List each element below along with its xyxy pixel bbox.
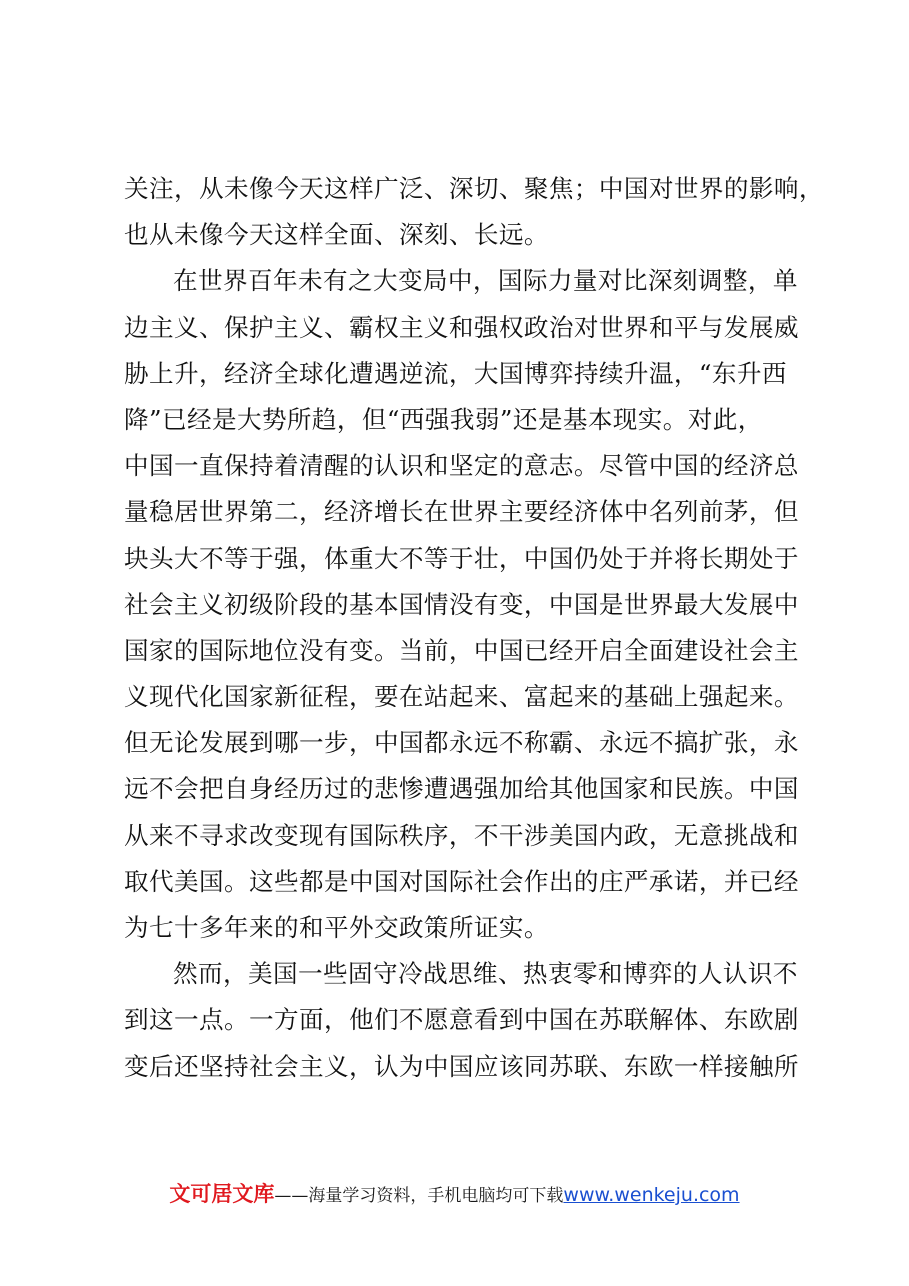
text-line: 胁上升，经济全球化遭遇逆流，大国博弈持续升温，“东升西 bbox=[124, 358, 787, 388]
text-line: 为七十多年来的和平外交政策所证实。 bbox=[124, 913, 549, 942]
text-line: 义现代化国家新征程，要在站起来、富起来的基础上强起来。 bbox=[124, 682, 799, 712]
text-line: 变后还坚持社会主义，认为中国应该同苏联、东欧一样接触所 bbox=[124, 1051, 799, 1081]
page-footer bbox=[0, 1178, 909, 1208]
text-line: 关注，从未像今天这样广泛、深切、聚焦；中国对世界的影响， bbox=[124, 174, 824, 203]
footer-brand: 文可居文库 bbox=[169, 1182, 275, 1206]
paragraph-2 bbox=[124, 258, 804, 951]
text-line: 量稳居世界第二，经济增长在世界主要经济体中名列前茅，但 bbox=[124, 497, 799, 527]
text-line: 在世界百年未有之大变局中，国际力量对比深刻调整，单 bbox=[173, 266, 798, 296]
text-line: 远不会把自身经历过的悲惨遭遇强加给其他国家和民族。中国 bbox=[124, 774, 799, 804]
paragraph-1 bbox=[124, 166, 824, 258]
text-line: 到这一点。一方面，他们不愿意看到中国在苏联解体、东欧剧 bbox=[124, 1005, 799, 1035]
document-body bbox=[124, 166, 824, 1090]
text-line: 从来不寻求改变现有国际秩序，不干涉美国内政，无意挑战和 bbox=[124, 820, 799, 850]
text-line: 国家的国际地位没有变。当前，中国已经开启全面建设社会主 bbox=[124, 635, 799, 665]
text-line: 社会主义初级阶段的基本国情没有变，中国是世界最大发展中 bbox=[124, 589, 799, 619]
text-line: 块头大不等于强，体重大不等于壮，中国仍处于并将长期处于 bbox=[124, 543, 799, 573]
text-line: 取代美国。这些都是中国对国际社会作出的庄严承诺，并已经 bbox=[124, 866, 799, 896]
text-line: 降”已经是大势所趋，但“西强我弱”还是基本现实。对此， bbox=[124, 404, 763, 434]
paragraph-3 bbox=[124, 951, 804, 1090]
text-line: 中国一直保持着清醒的认识和坚定的意志。尽管中国的经济总 bbox=[124, 451, 799, 481]
text-line: 但无论发展到哪一步，中国都永远不称霸、永远不搞扩张，永 bbox=[124, 728, 799, 758]
footer-tagline: ——海量学习资料，手机电脑均可下载 bbox=[274, 1186, 564, 1206]
text-line: 然而，美国一些固守冷战思维、热衷零和博弈的人认识不 bbox=[173, 959, 798, 989]
footer-website-link[interactable]: www.wenkeju.com bbox=[563, 1184, 740, 1206]
text-line: 边主义、保护主义、霸权主义和强权政治对世界和平与发展威 bbox=[124, 312, 799, 342]
text-line: 也从未像今天这样全面、深刻、长远。 bbox=[124, 220, 549, 250]
